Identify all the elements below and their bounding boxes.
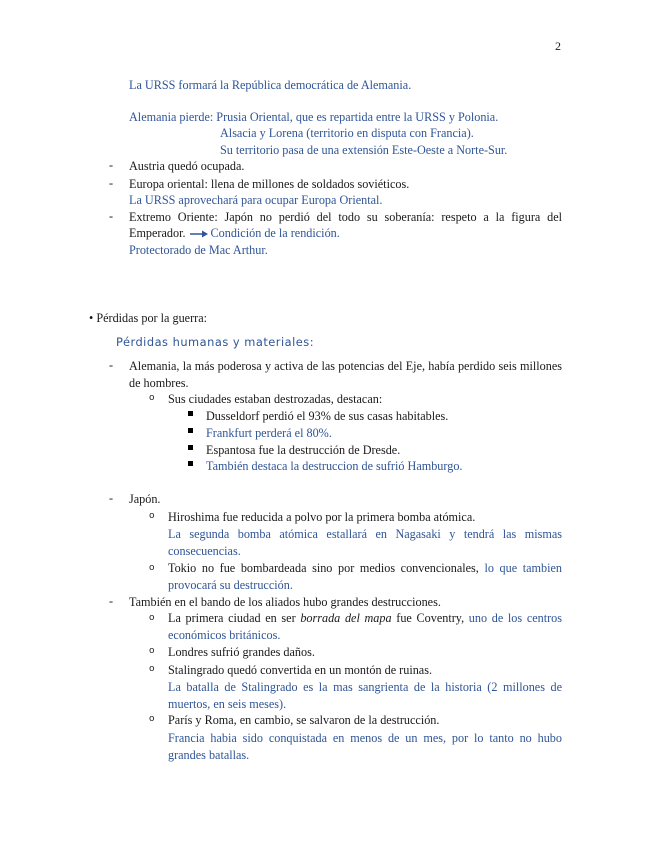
europa-oriental-line: Europa oriental: llena de millones de soldados soviéticos. [129,177,410,191]
bullet-dot: • [89,311,94,325]
coventry-text-2: fue Coventry, [396,611,465,625]
circle-bullet: o [149,646,155,656]
aliados-line: También en el bando de los aliados hubo grandes destrucciones. [129,595,441,609]
circle-bullet: o [149,714,155,724]
circle-bullet: o [149,393,155,403]
tokio-blue-text: lo que tambien provocará su destrucción. [168,561,563,592]
subheading: Pérdidas humanas y materiales: [116,335,315,349]
frankfurt-line: Frankfurt perderá el 80%. [206,426,332,440]
protectorado-line: Protectorado de Mac Arthur. [129,243,268,257]
perdidas-title: Pérdidas por la guerra: [96,311,207,325]
dash-marker: - [109,176,114,190]
emperador-text: Emperador. [129,226,186,240]
emperador-line [129,225,340,241]
stalingrado-blue-paragraph: La batalla de Stalingrado es la mas sangrienta de la historia (2 millones de muertos, en seis meses). [168,680,562,711]
square-bullet [188,428,193,433]
dash-marker: - [109,358,114,372]
urss-ocupar-line: La URSS aprovechará para ocupar Europa Oriental. [129,193,383,207]
dresde-line: Espantosa fue la destrucción de Dresde. [206,443,401,457]
francia-paragraph: Francia habia sido conquistada en menos de un mes, por lo tanto no hubo grandes batallas. [168,731,562,762]
page-number: 2 [555,39,561,53]
paris-line: París y Roma, en cambio, se salvaron de la destrucción. [168,713,440,727]
territorio-line: Su territorio pasa de una extensión Este-Oeste a Norte-Sur. [220,143,508,157]
dash-marker: - [109,158,114,172]
extremo-oriente-line: Extremo Oriente: Japón no perdió del todo su soberanía: respeto a la figura del [129,210,562,224]
dash-marker: - [109,594,114,608]
circle-bullet: o [149,563,155,573]
dusseldorf-line: Dusseldorf perdió el 93% de sus casas habitables. [206,409,449,423]
coventry-emphasis: borrada del mapa [300,611,392,625]
tokio-paragraph [168,560,562,593]
urss-rda-line: La URSS formará la República democrática de Alemania. [129,78,412,92]
perdidas-bullet-item [89,310,207,326]
dash-marker: - [109,209,114,223]
alemania-paragraph: Alemania, la más poderosa y activa de las potencias del Eje, había perdido seis millones de hombres. [129,359,562,390]
condicion-rendicion-text: Condición de la rendición. [210,226,340,240]
arrow-right-icon [190,230,208,238]
square-bullet [188,461,193,466]
stalingrado-line: Stalingrado quedó convertida en un montón de ruinas. [168,663,433,677]
coventry-blue-text: uno de los centros económicos británicos. [168,611,563,642]
tokio-text: Tokio no fue bombardeada sino por medios convencionales, [168,561,479,575]
austria-line: Austria quedó ocupada. [129,159,245,173]
hiroshima-line: Hiroshima fue reducida a polvo por la primera bomba atómica. [168,510,476,524]
alemania-pierde-line: Alemania pierde: Prusia Oriental, que es repartida entre la URSS y Polonia. [129,110,499,124]
square-bullet [188,445,193,450]
dash-marker: - [109,491,114,505]
nagasaki-paragraph: La segunda bomba atómica estallará en Nagasaki y tendrá las mismas consecuencias. [168,527,562,558]
circle-bullet: o [149,613,155,623]
ciudades-line: Sus ciudades estaban destrozadas, destacan: [168,392,383,406]
coventry-paragraph [168,610,562,643]
londres-line: Londres sufrió grandes daños. [168,645,315,659]
alsacia-line: Alsacia y Lorena (territorio en disputa con Francia). [220,126,474,140]
circle-bullet: o [149,664,155,674]
circle-bullet: o [149,511,155,521]
japon-line: Japón. [129,492,161,506]
hamburgo-line: También destaca la destruccion de sufrió Hamburgo. [206,459,463,473]
coventry-text: La primera ciudad en ser [168,611,296,625]
square-bullet [188,411,193,416]
